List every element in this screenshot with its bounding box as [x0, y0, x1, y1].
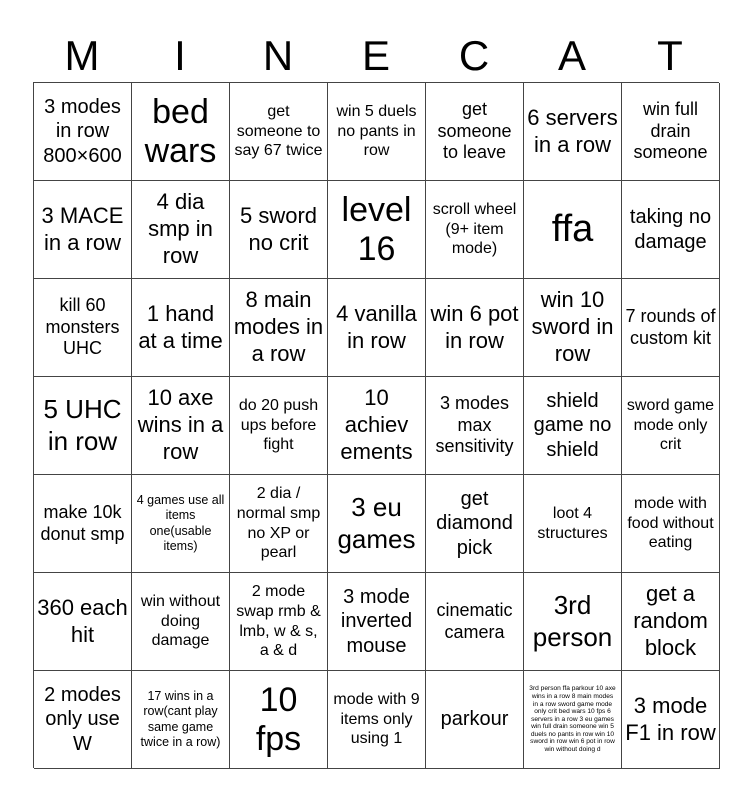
bingo-cell[interactable]: shield game no shield: [524, 377, 622, 475]
bingo-cell[interactable]: win 5 duels no pants in row: [328, 83, 426, 181]
title-letter-t: T: [657, 32, 683, 79]
bingo-cell[interactable]: 4 dia smp in row: [132, 181, 230, 279]
bingo-cell[interactable]: 3 modes max sensitivity: [426, 377, 524, 475]
bingo-cell[interactable]: get diamond pick: [426, 475, 524, 573]
bingo-cell[interactable]: cinematic camera: [426, 573, 524, 671]
bingo-grid: [33, 82, 719, 768]
bingo-cell[interactable]: scroll wheel (9+ item mode): [426, 181, 524, 279]
bingo-cell[interactable]: 3 eu games: [328, 475, 426, 573]
bingo-cell[interactable]: win 10 sword in row: [524, 279, 622, 377]
title-letter-i: I: [174, 32, 186, 79]
bingo-cell[interactable]: 2 mode swap rmb & lmb, w & s, a & d: [230, 573, 328, 671]
bingo-cell[interactable]: 3 modes in row 800×600: [34, 83, 132, 181]
bingo-cell[interactable]: 8 main modes in a row: [230, 279, 328, 377]
title-letter-e: E: [361, 32, 390, 79]
title-letter-n: N: [262, 32, 294, 79]
bingo-cell[interactable]: 3rd person ffa parkour 10 axe wins in a row 8 main modes in a row sword game mode only crit bed wars 10 fps 6 servers in a row 3 eu games win full drain someone win 5 duels no pants in row win 10 sword in row win 6 pot in row win without doing d: [524, 671, 622, 769]
title-letter-m: M: [64, 32, 100, 79]
bingo-cell[interactable]: ffa: [524, 181, 622, 279]
bingo-cell[interactable]: get someone to say 67 twice: [230, 83, 328, 181]
bingo-cell[interactable]: 6 servers in a row: [524, 83, 622, 181]
bingo-cell[interactable]: 3 MACE in a row: [34, 181, 132, 279]
bingo-cell[interactable]: win without doing damage: [132, 573, 230, 671]
bingo-cell[interactable]: loot 4 structures: [524, 475, 622, 573]
bingo-cell[interactable]: 3 mode F1 in row: [622, 671, 720, 769]
bingo-cell[interactable]: get someone to leave: [426, 83, 524, 181]
bingo-cell[interactable]: 2 dia / normal smp no XP or pearl: [230, 475, 328, 573]
title-letter-a: A: [557, 32, 586, 79]
bingo-cell[interactable]: 4 games use all items one(usable items): [132, 475, 230, 573]
bingo-cell[interactable]: 17 wins in a row(cant play same game twice in a row): [132, 671, 230, 769]
bingo-cell[interactable]: do 20 push ups before fight: [230, 377, 328, 475]
bingo-cell[interactable]: 3rd person: [524, 573, 622, 671]
bingo-cell[interactable]: 10 achiev ements: [328, 377, 426, 475]
bingo-cell[interactable]: 5 UHC in row: [34, 377, 132, 475]
bingo-cell[interactable]: win full drain someone: [622, 83, 720, 181]
bingo-title: [33, 30, 719, 82]
title-letter-c: C: [458, 32, 490, 79]
bingo-cell[interactable]: 3 mode inverted mouse: [328, 573, 426, 671]
bingo-cell[interactable]: mode with 9 items only using 1: [328, 671, 426, 769]
bingo-cell[interactable]: mode with food without eating: [622, 475, 720, 573]
bingo-cell[interactable]: 10 fps: [230, 671, 328, 769]
bingo-cell[interactable]: 1 hand at a time: [132, 279, 230, 377]
bingo-cell[interactable]: make 10k donut smp: [34, 475, 132, 573]
bingo-cell[interactable]: 2 modes only use W: [34, 671, 132, 769]
bingo-cell[interactable]: bed wars: [132, 83, 230, 181]
bingo-cell[interactable]: 7 rounds of custom kit: [622, 279, 720, 377]
bingo-cell[interactable]: taking no damage: [622, 181, 720, 279]
bingo-cell[interactable]: kill 60 monsters UHC: [34, 279, 132, 377]
bingo-cell[interactable]: get a random block: [622, 573, 720, 671]
bingo-cell[interactable]: sword game mode only crit: [622, 377, 720, 475]
bingo-cell[interactable]: parkour: [426, 671, 524, 769]
bingo-cell[interactable]: win 6 pot in row: [426, 279, 524, 377]
bingo-cell[interactable]: 360 each hit: [34, 573, 132, 671]
bingo-cell[interactable]: level 16: [328, 181, 426, 279]
bingo-cell[interactable]: 4 vanilla in row: [328, 279, 426, 377]
bingo-cell[interactable]: 5 sword no crit: [230, 181, 328, 279]
bingo-cell[interactable]: 10 axe wins in a row: [132, 377, 230, 475]
